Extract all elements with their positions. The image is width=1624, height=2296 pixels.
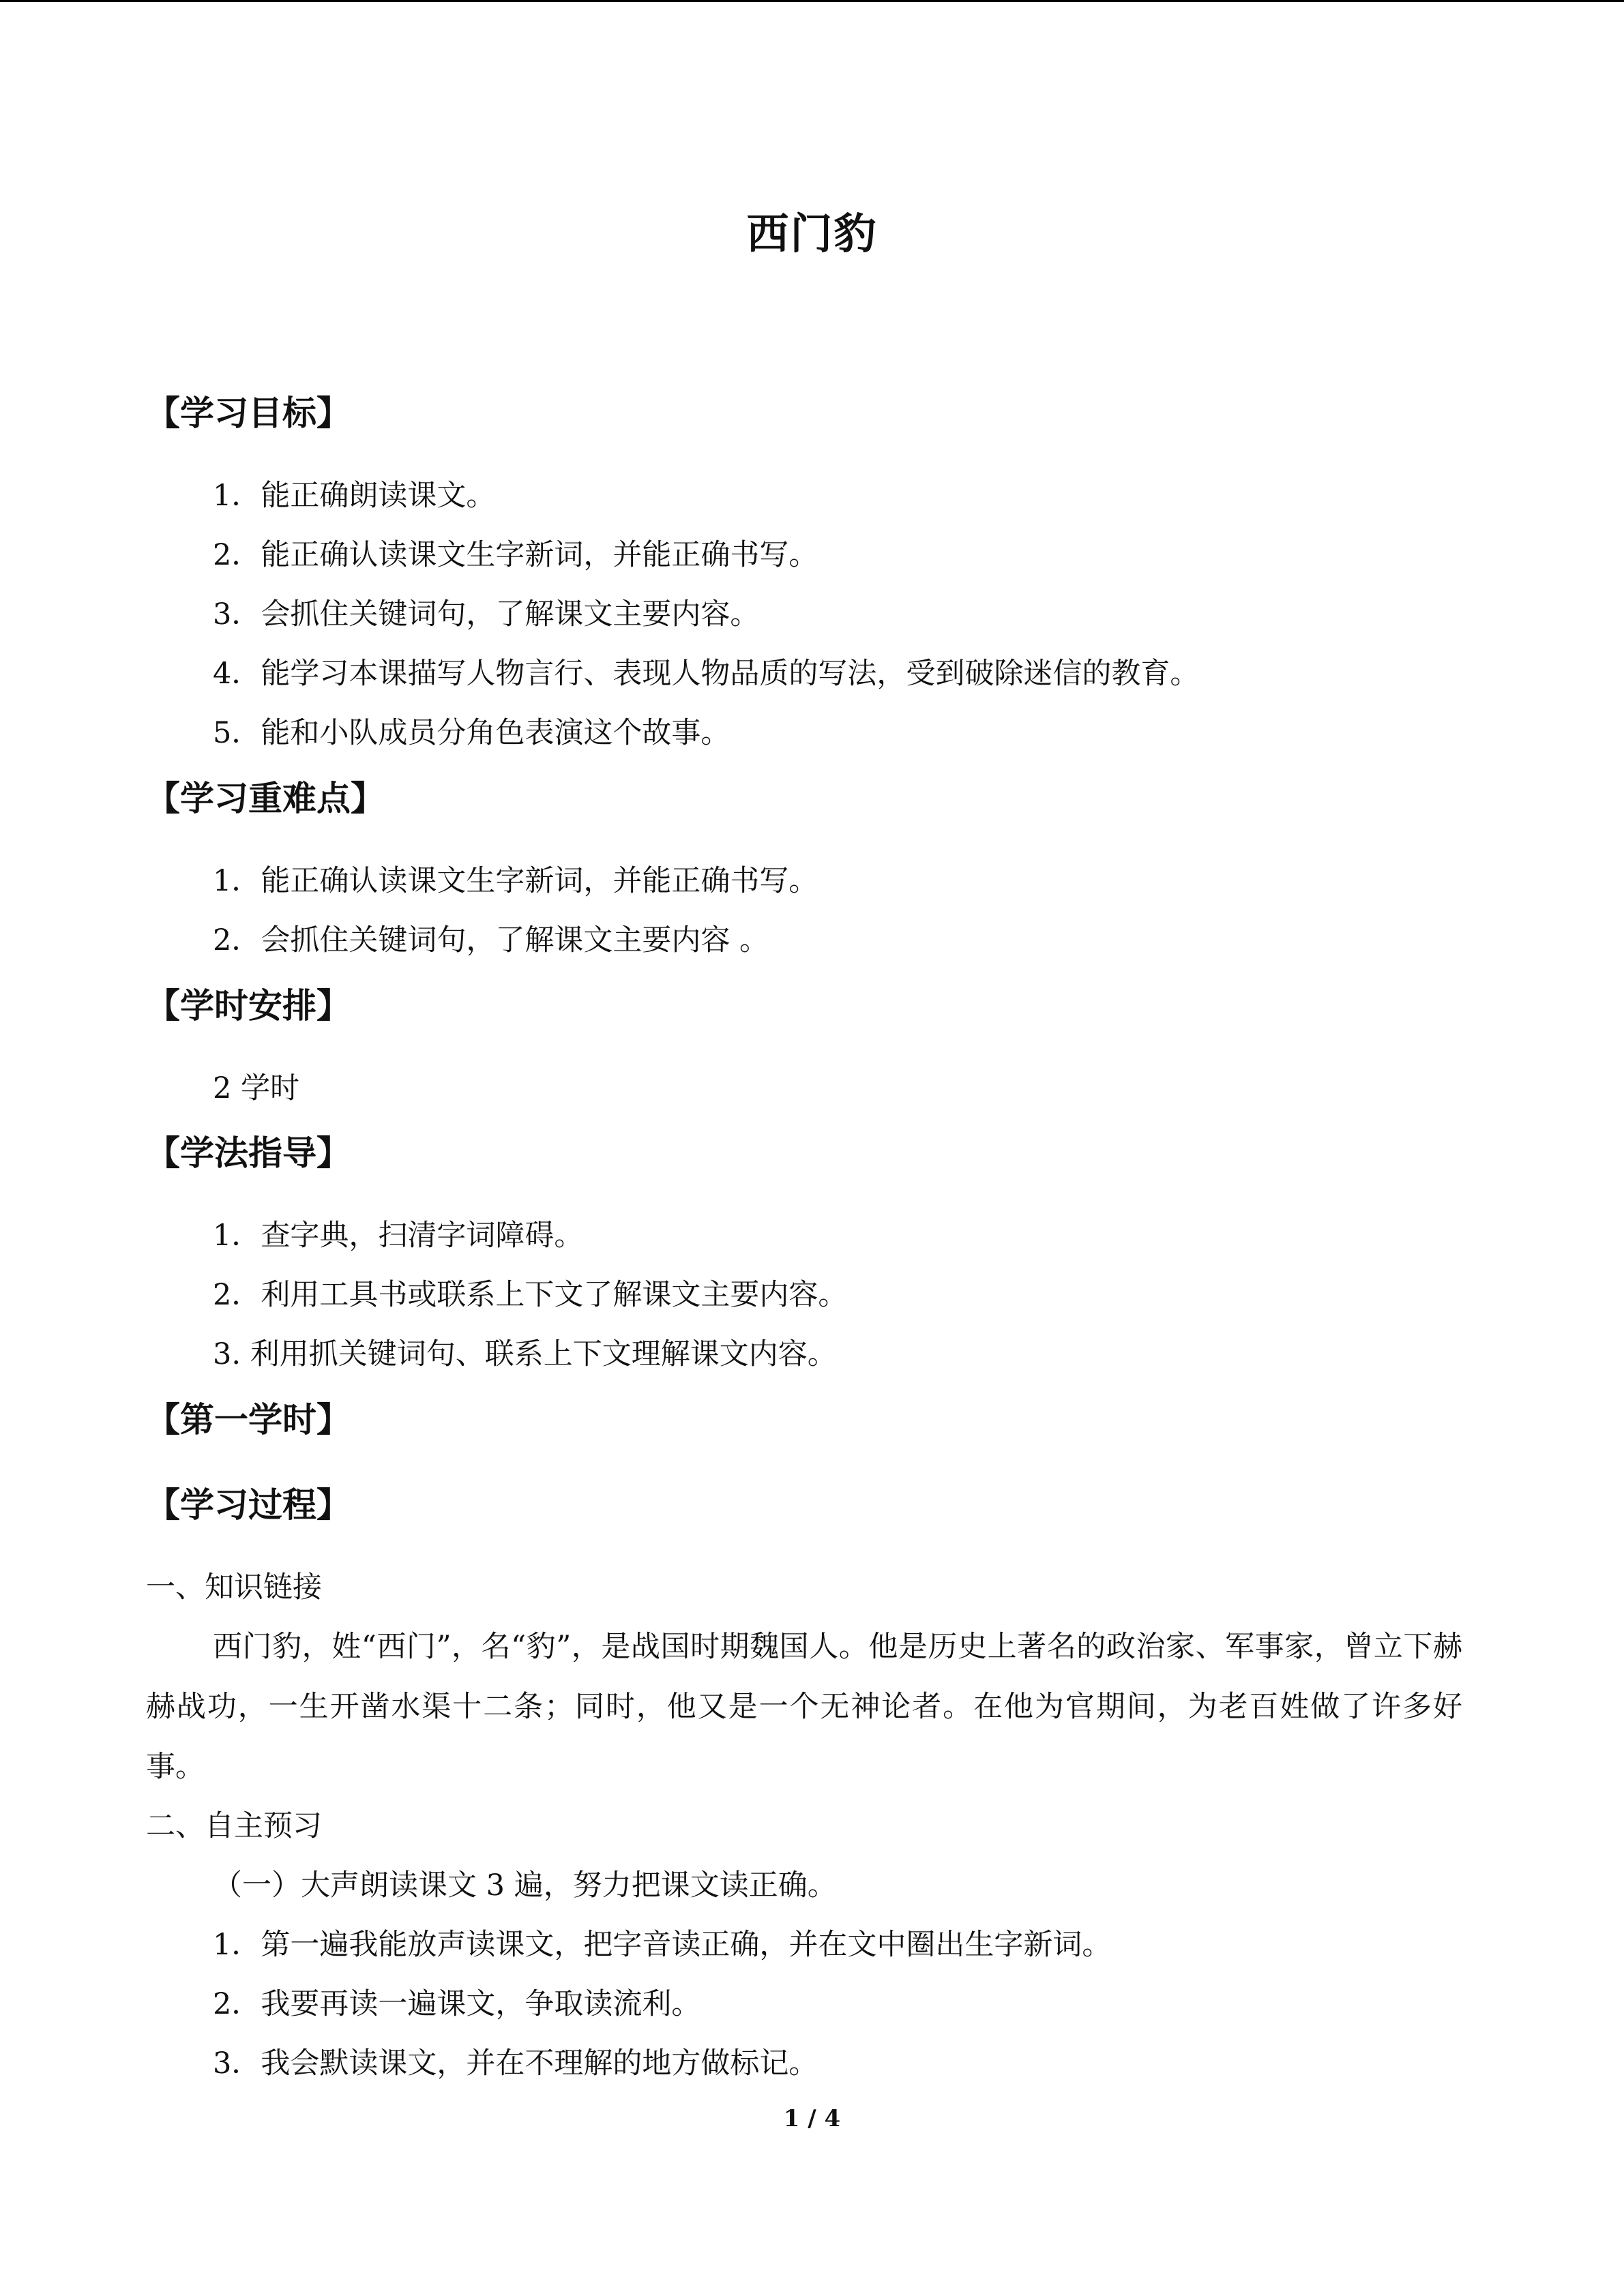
schedule-item-1: 2 学时 — [213, 1071, 300, 1105]
process-part2-title: 二、自主预习 — [146, 1809, 322, 1843]
page-number: 1 / 4 — [783, 2105, 841, 2132]
document-title: 西门豹 — [746, 209, 878, 258]
guidance-item-2: 2．利用工具书或联系上下文了解课文主要内容。 — [213, 1278, 848, 1312]
heading-schedule: 【学时安排】 — [146, 986, 351, 1026]
heading-study-guidance: 【学法指导】 — [146, 1133, 351, 1173]
objective-item-3: 3．会抓住关键词句，了解课文主要内容。 — [213, 597, 760, 631]
key-point-item-1: 1．能正确认读课文生字新词，并能正确书写。 — [213, 864, 818, 898]
process-part1-paragraph: 西门豹，姓“西门”，名“豹”，是战国时期魏国人。他是历史上著名的政治家、军事家，曾立下赫赫战功，一生开凿水渠十二条；同时，他又是一个无神论者。在他为官期间，为老百姓做了许多好事。 — [146, 1630, 1462, 1784]
preview-item-1: （一）大声朗读课文 3 遍，努力把课文读正确。 — [213, 1868, 837, 1903]
heading-learning-objectives: 【学习目标】 — [146, 393, 351, 433]
objective-item-4: 4．能学习本课描写人物言行、表现人物品质的写法，受到破除迷信的教育。 — [213, 657, 1200, 691]
key-point-item-2: 2．会抓住关键词句，了解课文主要内容 。 — [213, 923, 769, 957]
preview-item-2: 1．第一遍我能放声读课文，把字音读正确，并在文中圈出生字新词。 — [213, 1928, 1112, 1962]
guidance-item-1: 1．查字典，扫清字词障碍。 — [213, 1219, 584, 1253]
preview-item-3: 2．我要再读一遍课文，争取读流利。 — [213, 1987, 701, 2021]
guidance-item-3: 3. 利用抓关键词句、联系上下文理解课文内容。 — [213, 1337, 837, 1371]
objective-item-5: 5．能和小队成员分角色表演这个故事。 — [213, 716, 730, 750]
preview-item-4: 3．我会默读课文，并在不理解的地方做标记。 — [213, 2046, 818, 2081]
heading-learning-process: 【学习过程】 — [146, 1485, 351, 1525]
objective-item-1: 1．能正确朗读课文。 — [213, 479, 496, 513]
heading-first-session: 【第一学时】 — [146, 1400, 351, 1440]
objective-item-2: 2．能正确认读课文生字新词，并能正确书写。 — [213, 538, 818, 572]
process-part1-title: 一、知识链接 — [146, 1570, 322, 1605]
heading-key-points: 【学习重难点】 — [146, 779, 385, 818]
